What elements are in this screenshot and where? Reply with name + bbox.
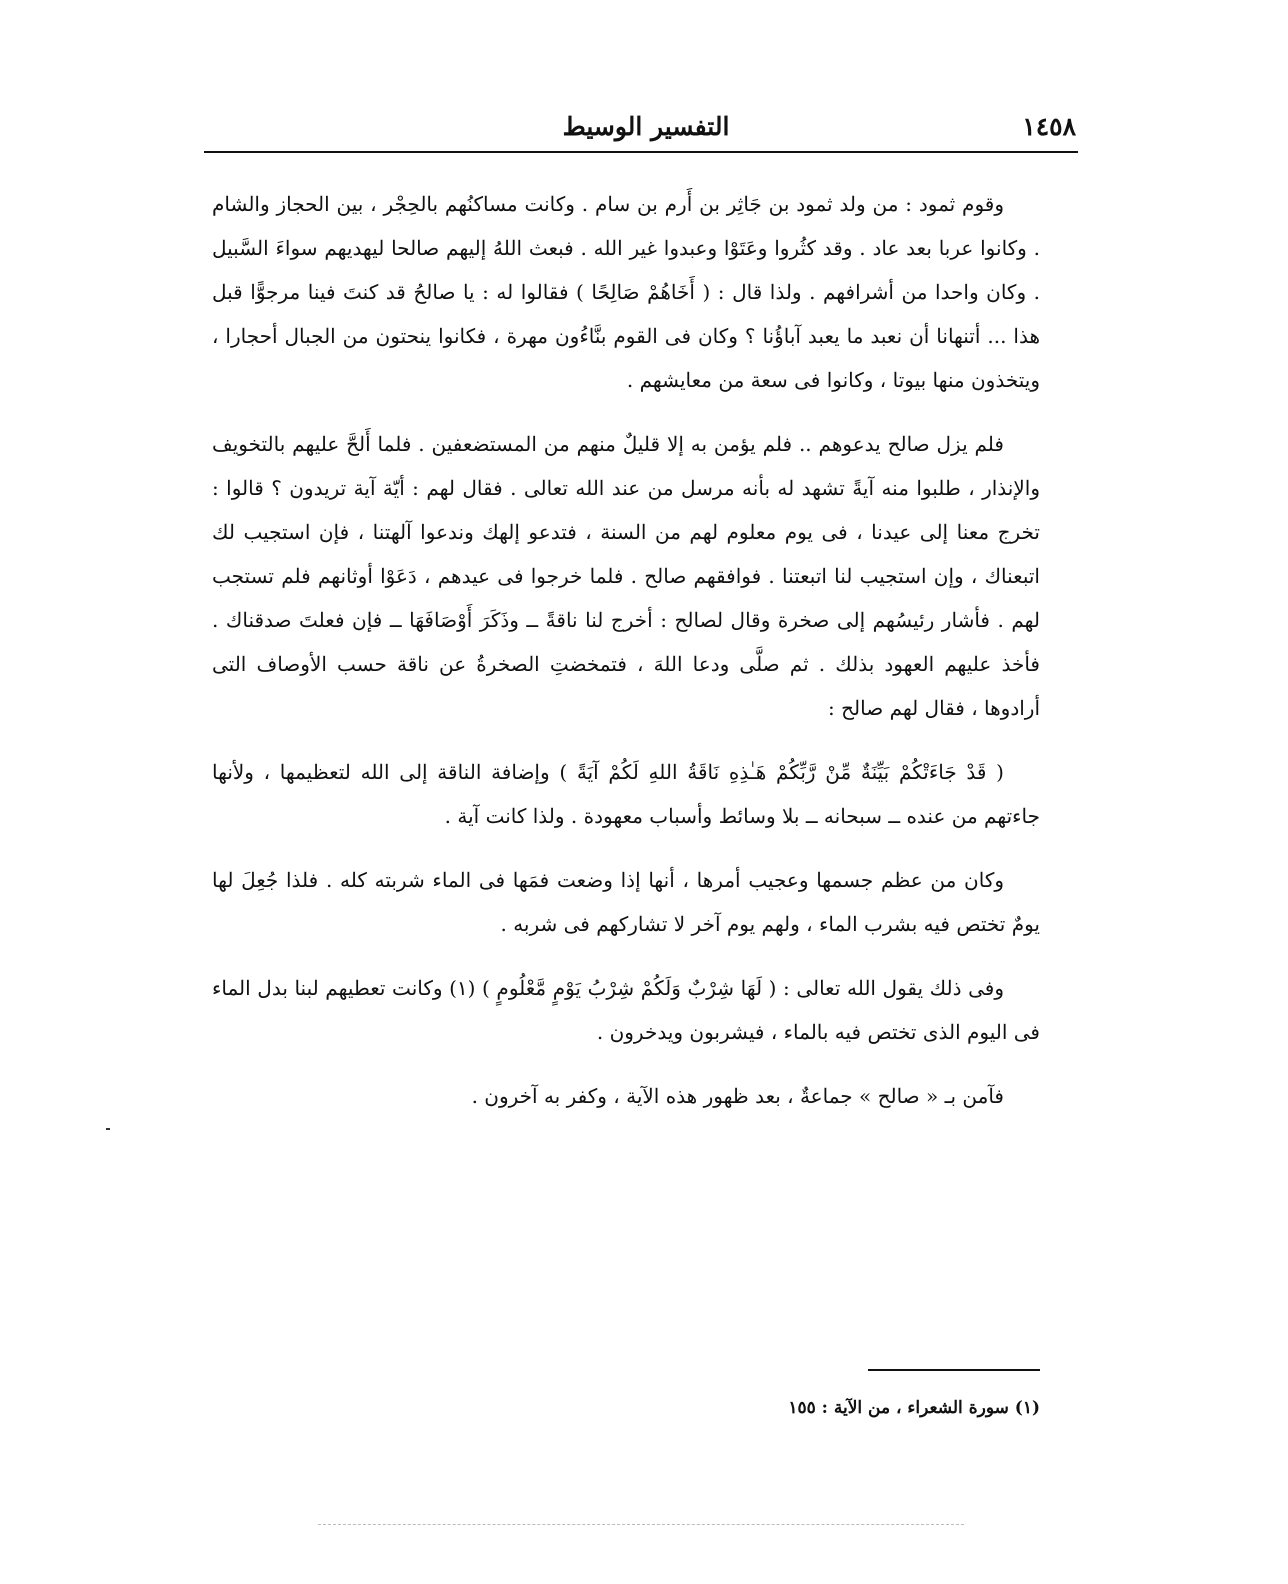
header-rule (204, 151, 1078, 153)
paragraph-salih-call: فلم يزل صالح يدعوهم .. فلم يؤمن به إلا قليلٌ منهم من المستضعفين . فلما أَلحَّ عليهم بالتخويف والإنذار ، طلبوا منه آيةً تشهد له بأنه مرسل من عند الله تعالى . فقال لهم : أيّة آية تريدون ؟ قالوا : تخرج معنا إلى عيدنا ، فى يوم معلوم لهم من السنة ، فتدعو إلهك وندعوا آلهتنا ، فإن استجيب لك اتبعناك ، وإن استجيب لنا اتبعتنا . فوافقهم صالح . فلما خرجوا فى عيدهم ، دَعَوْا أوثانهم فلم تستجب لهم . فأشار رئيسُهم إلى صخرة وقال لصالح : أخرج لنا ناقةً ــ وذَكَرَ أَوْصَافَهَا ــ فإن فعلتَ صدقناك . فأخذ عليهم العهود بذلك . ثم صلَّى ودعا اللهَ ، فتمخضتِ الصخرةُ عن ناقة حسب الأوصاف التى أرادوها ، فقال لهم صالح : (212, 432, 1040, 720)
paragraph-thamud-origin: وقوم ثمود : من ولد ثمود بن جَاثِر بن أَرم بن سام . وكانت مساكنُهم بالحِجْر ، بين الحجاز والشام . وكانوا عربا بعد عاد . وقد كثُروا وعَتَوْا وعبدوا غير الله . فبعث اللهُ إليهم صالحا ليهديهم سواءَ السَّبيل . وكان واحدا من أشرافهم . ولذا قال : ( أَخَاهُمْ صَالِحًا ) فقالوا له : يا صالحُ قد كنتَ فينا مرجوًّا قبل هذا ... أتنهانا أن نعبد ما يعبد آباؤُنا ؟ وكان فى القوم بنَّاءُون مهرة ، فكانوا ينحتون من الجبال أحجارا ، ويتخذون منها بيوتا ، وكانوا فى سعة من معايشهم . (212, 192, 1040, 392)
page-header (204, 112, 1076, 148)
paragraph-verse-shares: وفى ذلك يقول الله تعالى : ( لَهَا شِرْبٌ وَلَكُمْ شِرْبُ يَوْمٍ مَّعْلُومٍ ) (١) وكانت تعطيهم لبنا بدل الماء فى اليوم الذى تختص فيه بالماء ، فيشربون ويدخرون . (212, 976, 1040, 1044)
page-number: ١٤٥٨ (1022, 112, 1076, 141)
footnote-rule (868, 1369, 1040, 1371)
paragraph-camel-drinking: وكان من عظم جسمها وعجيب أمرها ، أنها إذا وضعت فمَها فى الماء شربته كله . فلذا جُعِلَ لها يومٌ تختص فيه بشرب الماء ، ولهم يوم آخر لا تشاركهم فى شربه . (212, 868, 1040, 936)
paragraph-verse-she-camel: ( قَدْ جَاءَتْكُمْ بَيِّنَةٌ مِّنْ رَّبِّكُمْ هَـٰذِهِ نَاقَةُ اللهِ لَكُمْ آيَةً ) وإضافة الناقة إلى الله لتعظيمها ، ولأنها جاءتهم من عنده ــ سبحانه ــ بلا وسائط وأسباب معهودة . ولذا كانت آية . (212, 760, 1040, 828)
paragraph-believers: فآمن بـ « صالح » جماعةٌ ، بعد ظهور هذه الآية ، وكفر به آخرون . (471, 1084, 1004, 1108)
footnote: (١) سورة الشعراء ، من الآية : ١٥٥ (788, 1398, 1040, 1418)
running-title: التفسير الوسيط (562, 112, 730, 141)
scan-mark (106, 1128, 110, 1130)
body-text (212, 182, 1040, 1118)
scan-bottom-line (318, 1524, 964, 1525)
